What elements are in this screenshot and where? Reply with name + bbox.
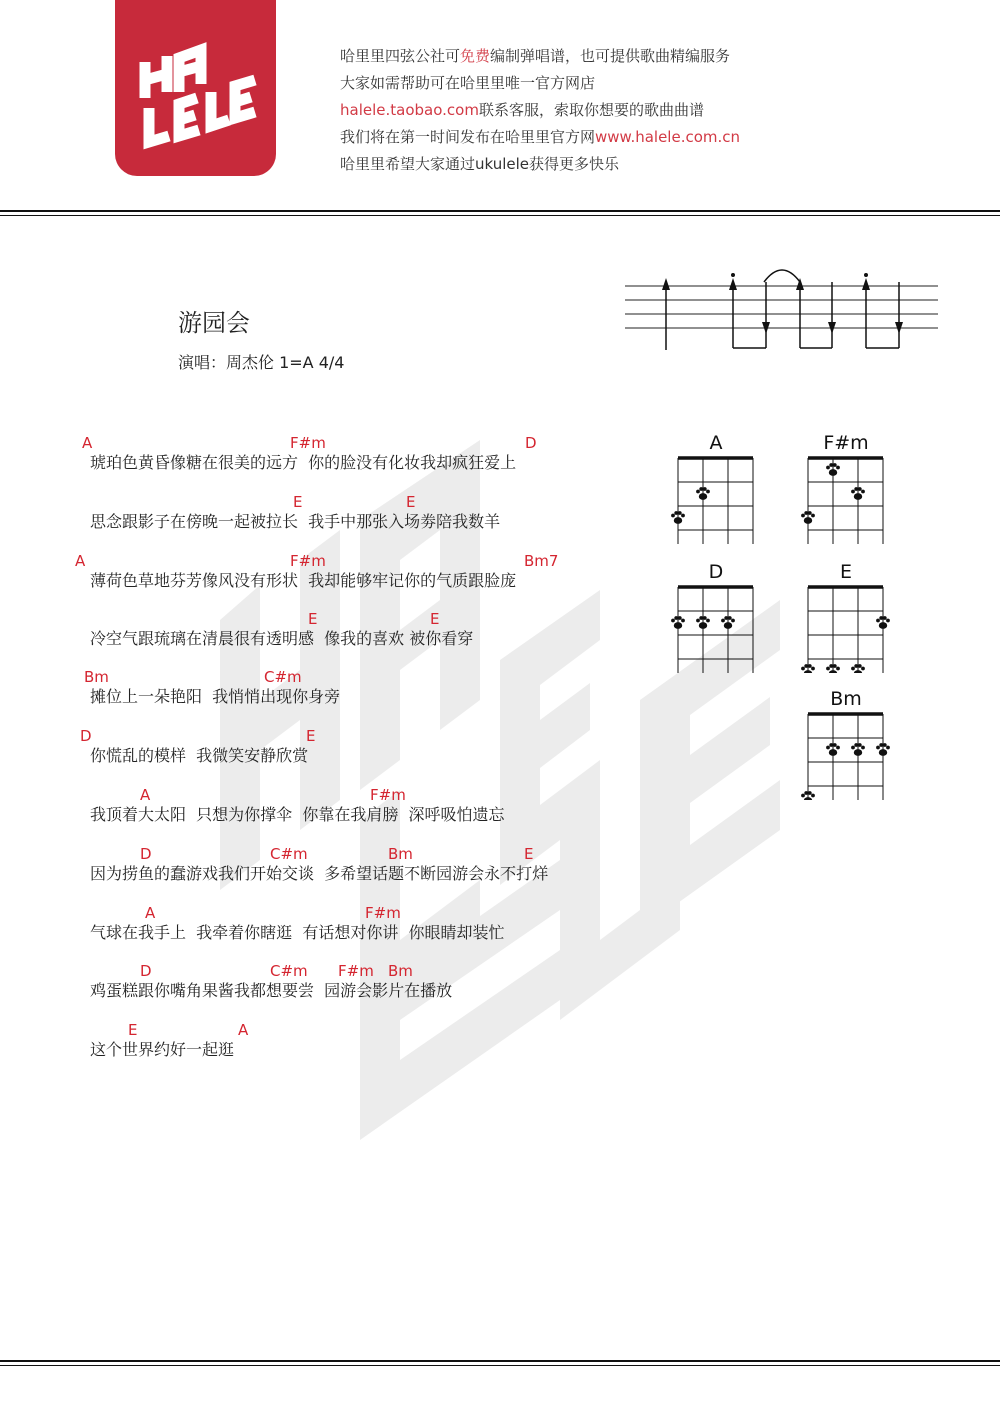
chord-label: C#m <box>264 668 302 686</box>
finger-dot-toe <box>808 791 812 795</box>
finger-dot-toe <box>731 619 735 623</box>
finger-dot-toe <box>833 664 837 668</box>
finger-dot-toe <box>804 664 808 668</box>
finger-dot-toe <box>858 664 862 668</box>
finger-dot <box>879 622 887 629</box>
chord-label: D <box>80 727 92 745</box>
finger-dot-toe <box>836 667 840 671</box>
chord-diagram-name: D <box>708 561 724 583</box>
finger-dot <box>699 493 707 500</box>
chord-label: A <box>75 552 86 570</box>
chord-label: F#m <box>370 786 406 804</box>
chord-label: E <box>430 610 440 628</box>
song-meta: 演唱：周杰伦 1=A 4/4 <box>178 353 345 372</box>
finger-dot-toe <box>696 619 700 623</box>
finger-dot-toe <box>811 667 815 671</box>
chord-label: D <box>140 962 152 980</box>
finger-dot-toe <box>833 743 837 747</box>
finger-dot-toe <box>681 514 685 518</box>
chord-label: A <box>238 1021 249 1039</box>
finger-dot-toe <box>826 667 830 671</box>
chord-label: E <box>293 493 303 511</box>
finger-dot-toe <box>696 490 700 494</box>
finger-dot-toe <box>706 490 710 494</box>
lyric-text: 我顶着大太阳 只想为你撑伞 你靠在我肩膀 深呼吸怕遗忘 <box>90 805 505 824</box>
lyric-text: 摊位上一朵艳阳 我悄悄出现你身旁 <box>90 687 341 706</box>
finger-dot-toe <box>703 487 707 491</box>
finger-dot <box>804 670 812 673</box>
chord-diagram <box>798 690 898 800</box>
finger-dot-toe <box>861 746 865 750</box>
header-line-1: 哈里里四弦公社可免费编制弹唱谱，也可提供歌曲精编服务 <box>340 47 731 65</box>
finger-dot <box>674 622 682 629</box>
finger-dot-toe <box>854 743 858 747</box>
website-link[interactable]: www.halele.com.cn <box>595 128 741 146</box>
finger-dot <box>829 670 837 673</box>
finger-dot-toe <box>804 511 808 515</box>
chord-label: A <box>140 786 151 804</box>
finger-dot-toe <box>808 511 812 515</box>
finger-dot-toe <box>829 664 833 668</box>
finger-dot-toe <box>826 466 830 470</box>
chord-diagram <box>798 434 898 544</box>
finger-dot-toe <box>876 746 880 750</box>
chord-diagram-name: A <box>709 432 723 454</box>
strum-pattern <box>620 262 940 354</box>
chord-label: C#m <box>270 962 308 980</box>
finger-dot-toe <box>678 511 682 515</box>
finger-dot-toe <box>854 487 858 491</box>
finger-dot-toe <box>861 490 865 494</box>
lyric-text: 因为捞鱼的蠢游戏我们开始交谈 多希望话题不断园游会永不打烊 <box>90 864 549 883</box>
finger-dot-toe <box>826 746 830 750</box>
chord-label: D <box>525 434 537 452</box>
chord-label: Bm <box>84 668 109 686</box>
finger-dot <box>804 517 812 524</box>
finger-dot-toe <box>883 616 887 620</box>
chord-label: E <box>128 1021 138 1039</box>
lyric-text: 这个世界约好一起逛 <box>90 1040 235 1059</box>
finger-dot-toe <box>858 487 862 491</box>
finger-dot-toe <box>671 619 675 623</box>
finger-dot-toe <box>671 514 675 518</box>
halele-logo <box>115 0 276 176</box>
chord-label: A <box>82 434 93 452</box>
taobao-link[interactable]: halele.taobao.com <box>340 101 479 119</box>
finger-dot-toe <box>829 463 833 467</box>
finger-dot <box>829 749 837 756</box>
finger-dot-toe <box>724 616 728 620</box>
lyric-text: 冷空气跟琉璃在清晨很有透明感 像我的喜欢 被你看穿 <box>90 629 474 648</box>
chord-diagram-name: Bm <box>830 688 862 710</box>
finger-dot-toe <box>811 794 815 798</box>
finger-dot-toe <box>879 743 883 747</box>
finger-dot-toe <box>681 619 685 623</box>
finger-dot-toe <box>861 667 865 671</box>
chord-diagram <box>668 563 768 673</box>
finger-dot <box>854 493 862 500</box>
chord-diagram-name: E <box>839 561 852 583</box>
finger-dot <box>879 749 887 756</box>
lyric-text: 琥珀色黄昏像糖在很美的远方 你的脸没有化妆我却疯狂爱上 <box>90 453 517 472</box>
finger-dot-toe <box>699 487 703 491</box>
finger-dot <box>854 749 862 756</box>
finger-dot <box>674 517 682 524</box>
header-line-4: 我们将在第一时间发布在哈里里官方网www.halele.com.cn <box>340 128 741 146</box>
chord-diagram <box>798 563 898 673</box>
chord-label: F#m <box>290 552 326 570</box>
finger-dot-toe <box>851 746 855 750</box>
chord-label: F#m <box>338 962 374 980</box>
chord-label: Bm7 <box>524 552 559 570</box>
chord-label: E <box>524 845 534 863</box>
header-line-2: 大家如需帮助可在哈里里唯一官方网店 <box>340 74 596 92</box>
finger-dot-toe <box>836 466 840 470</box>
finger-dot-toe <box>883 743 887 747</box>
finger-dot-toe <box>836 746 840 750</box>
chord-label: E <box>406 493 416 511</box>
chord-diagram-name: F#m <box>823 432 869 454</box>
lyric-text: 鸡蛋糕跟你嘴角果酱我都想要尝 园游会影片在播放 <box>90 981 453 1000</box>
chord-label: C#m <box>270 845 308 863</box>
finger-dot-toe <box>703 616 707 620</box>
finger-dot-toe <box>808 664 812 668</box>
finger-dot-toe <box>801 794 805 798</box>
chord-label: F#m <box>290 434 326 452</box>
finger-dot-toe <box>851 667 855 671</box>
finger-dot-toe <box>851 490 855 494</box>
finger-dot-toe <box>876 619 880 623</box>
footer-rule-thin <box>0 1365 1000 1366</box>
finger-dot-toe <box>699 616 703 620</box>
finger-dot-toe <box>811 514 815 518</box>
halele-logo-mark <box>115 0 276 176</box>
finger-dot-toe <box>879 616 883 620</box>
chord-diagram <box>668 434 768 544</box>
finger-dot <box>699 622 707 629</box>
finger-dot-toe <box>728 616 732 620</box>
lyric-text: 思念跟影子在傍晚一起被拉长 我手中那张入场劵陪我数羊 <box>90 512 501 531</box>
chord-label: A <box>145 904 156 922</box>
lyric-text: 薄荷色草地芬芳像风没有形状 我却能够牢记你的气质跟脸庞 <box>90 571 517 590</box>
chord-label: E <box>308 610 318 628</box>
header-line-3: halele.taobao.com联系客服，索取你想要的歌曲曲谱 <box>340 101 704 119</box>
finger-dot-toe <box>674 616 678 620</box>
finger-dot-toe <box>801 514 805 518</box>
finger-dot-toe <box>801 667 805 671</box>
lyric-text: 你慌乱的模样 我微笑安静欣赏 <box>90 746 309 765</box>
finger-dot-toe <box>674 511 678 515</box>
finger-dot <box>724 622 732 629</box>
chord-label: F#m <box>365 904 401 922</box>
finger-dot-toe <box>678 616 682 620</box>
finger-dot-toe <box>886 746 890 750</box>
finger-dot <box>829 469 837 476</box>
finger-dot-toe <box>804 791 808 795</box>
finger-dot-toe <box>829 743 833 747</box>
lyric-text: 气球在我手上 我牵着你瞎逛 有话想对你讲 你眼睛却装忙 <box>90 923 505 942</box>
finger-dot <box>804 797 812 800</box>
finger-dot-toe <box>721 619 725 623</box>
chord-label: D <box>140 845 152 863</box>
finger-dot <box>854 670 862 673</box>
header-line-5: 哈里里希望大家通过ukulele获得更多快乐 <box>340 155 620 173</box>
song-title: 游园会 <box>178 309 250 337</box>
finger-dot-toe <box>833 463 837 467</box>
finger-dot-toe <box>858 743 862 747</box>
chord-label: Bm <box>388 962 413 980</box>
chord-label: Bm <box>388 845 413 863</box>
footer-rule-thick <box>0 1360 1000 1362</box>
header-rule-thin <box>0 215 1000 216</box>
finger-dot-toe <box>886 619 890 623</box>
finger-dot-toe <box>854 664 858 668</box>
chord-label: E <box>306 727 316 745</box>
finger-dot-toe <box>706 619 710 623</box>
header-rule-thick <box>0 210 1000 212</box>
